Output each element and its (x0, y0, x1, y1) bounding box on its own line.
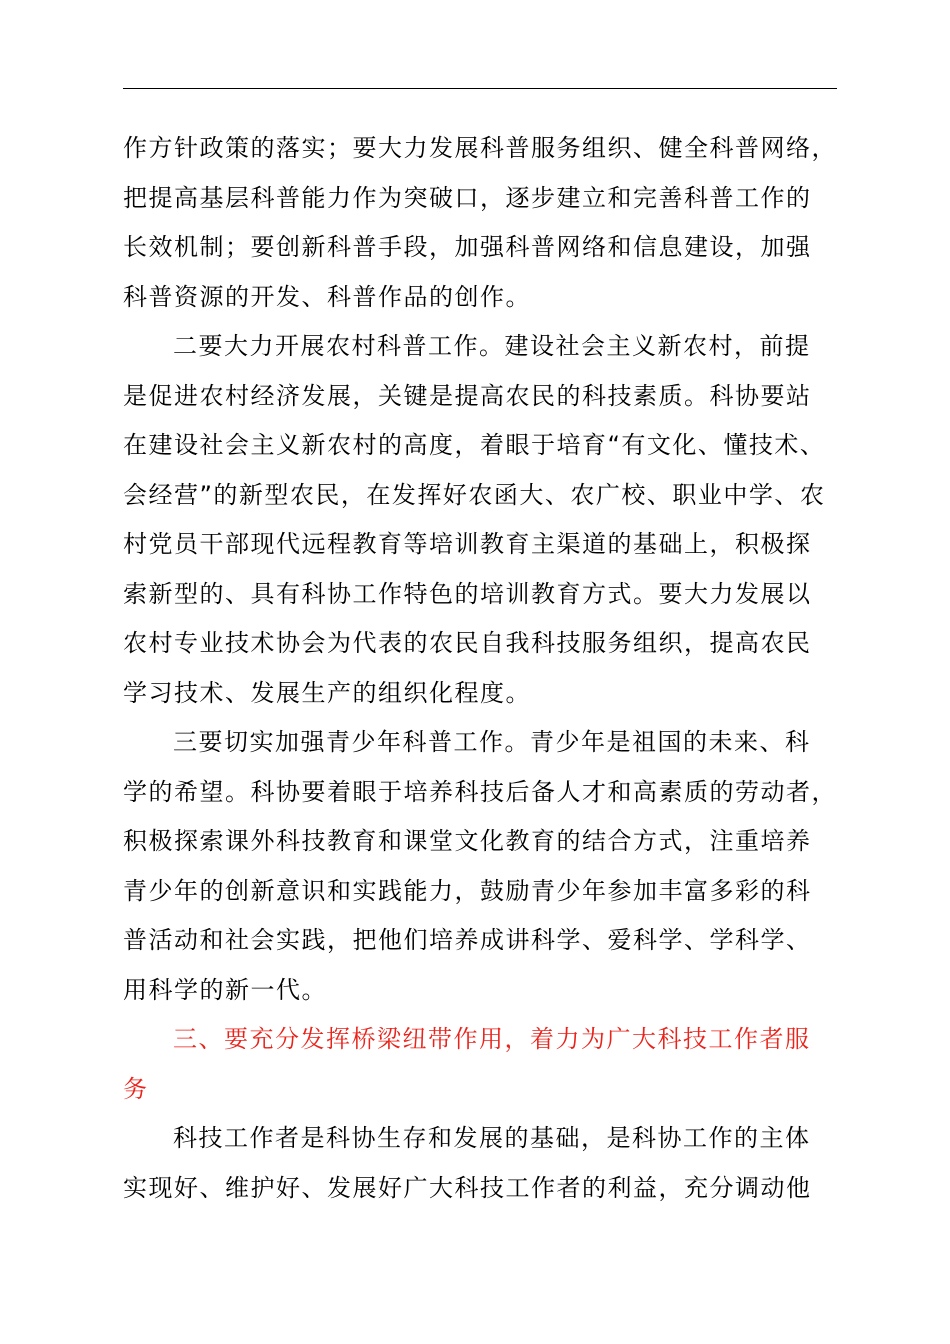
paragraph-youth-science (123, 718, 853, 1015)
text-line: 在建设社会主义新农村的高度，着眼于培育“有文化、懂技术、 (123, 431, 826, 459)
text-line: 二要大力开展农村科普工作。建设社会主义新农村，前提 (173, 332, 811, 360)
text-line: 普活动和社会实践，把他们培养成讲科学、爱科学、学科学、 (123, 926, 812, 954)
header-rule (123, 88, 837, 89)
heading-line: 三、要充分发挥桥梁纽带作用，着力为广大科技工作者服 (173, 1025, 811, 1053)
text-line: 索新型的、具有科协工作特色的培训教育方式。要大力发展以 (123, 579, 812, 608)
text-line: 作方针政策的落实；要大力发展科普服务组织、健全科普网络， (123, 134, 837, 162)
text-line: 用科学的新一代。 (123, 975, 327, 1004)
paragraph-science-workers (123, 1114, 853, 1213)
text-line: 农村专业技术协会为代表的农民自我科技服务组织，提高农民 (123, 629, 812, 657)
text-line: 积极探索课外科技教育和课堂文化教育的结合方式，注重培养 (123, 827, 812, 855)
text-line: 会经营”的新型农民，在发挥好农函大、农广校、职业中学、农 (123, 480, 826, 509)
paragraph-rural-science (123, 322, 853, 718)
text-line: 把提高基层科普能力作为突破口，逐步建立和完善科普工作的 (123, 183, 812, 212)
text-line: 长效机制；要创新科普手段，加强科普网络和信息建设，加强 (123, 233, 812, 261)
section-heading (123, 1015, 853, 1114)
document-body (123, 124, 853, 1213)
text-line: 三要切实加强青少年科普工作。青少年是祖国的未来、科 (173, 728, 811, 756)
text-line: 科普资源的开发、科普作品的创作。 (123, 282, 531, 311)
text-line: 是促进农村经济发展，关键是提高农民的科技素质。科协要站 (123, 381, 812, 410)
paragraph-continued (123, 124, 853, 322)
heading-line: 务 (123, 1074, 149, 1103)
text-line: 村党员干部现代远程教育等培训教育主渠道的基础上，积极探 (123, 530, 812, 558)
text-line: 学习技术、发展生产的组织化程度。 (123, 678, 531, 707)
text-line: 学的希望。科协要着眼于培养科技后备人才和高素质的劳动者， (123, 777, 837, 806)
text-line: 科技工作者是科协生存和发展的基础，是科协工作的主体 (173, 1124, 811, 1152)
text-line: 实现好、维护好、发展好广大科技工作者的利益，充分调动他 (123, 1173, 812, 1202)
text-line: 青少年的创新意识和实践能力，鼓励青少年参加丰富多彩的科 (123, 876, 812, 905)
